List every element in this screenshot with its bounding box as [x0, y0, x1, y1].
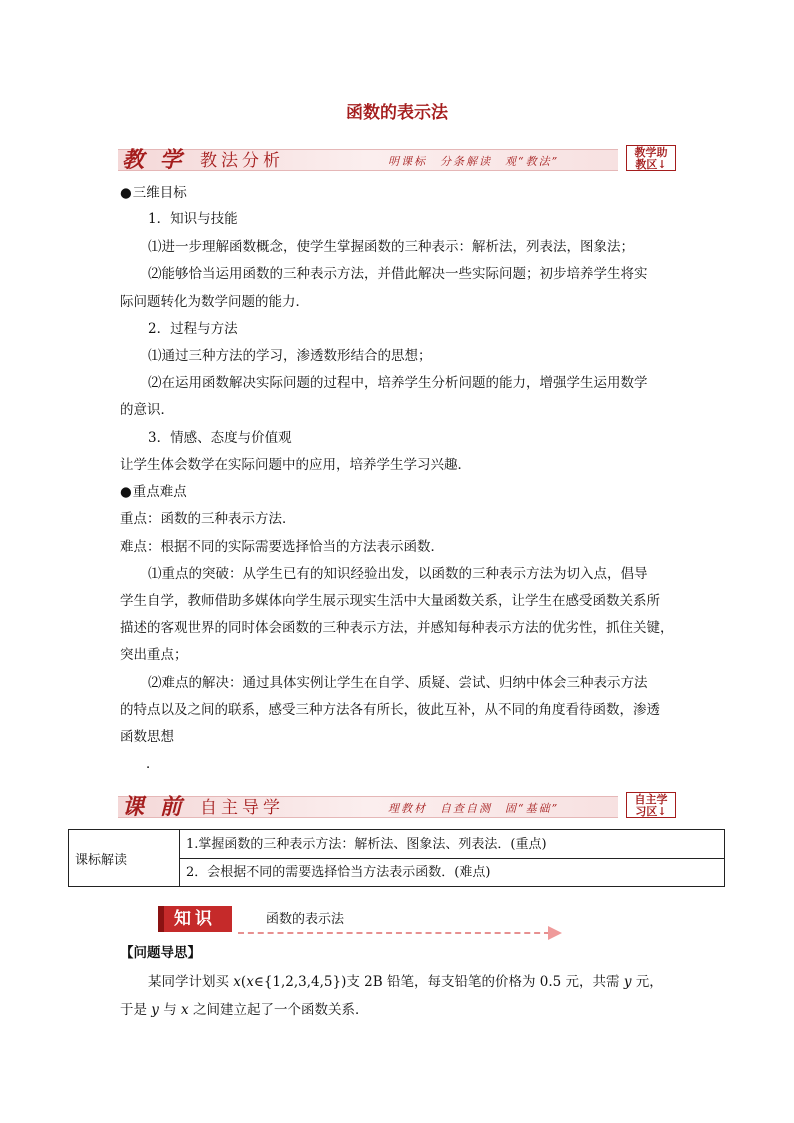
banner-big-text: 课 前 [122, 794, 186, 820]
text-span: ∈{1,2,3,4,5})支 2B 铅笔，每支铅笔的价格为 0.5 元，共需 [253, 974, 624, 990]
difficult-point: 难点：根据不同的实际需要选择恰当的方法表示函数． [120, 539, 444, 555]
math-var: y [151, 1002, 159, 1018]
banner-tag-line1: 自主学 [634, 793, 668, 806]
knowledge-title: 函数的表示法 [266, 912, 345, 927]
banner-main-text: 自主导学 [200, 798, 284, 818]
breakthrough-a: ⑴重点的突破：从学生已有的知识经验出发，以函数的三种表示方法为切入点，倡导 [148, 566, 648, 582]
math-var: x [233, 974, 241, 990]
math-var: y [623, 974, 632, 990]
goal-2-item-1: ⑴通过三种方法的学习，渗透数形结合的思想； [148, 348, 432, 364]
goal-2-item-2a: ⑵在运用函数解决实际问题的过程中，培养学生分析问题的能力，增强学生运用数学 [148, 375, 648, 391]
banner-big-text: 教 学 [122, 147, 186, 173]
section-banner-teaching [118, 145, 680, 173]
goal-1-title: 1．知识与技能 [148, 211, 238, 227]
goal-2-title: 2．过程与方法 [148, 321, 238, 337]
goal-3-title: 3．情感、态度与价值观 [148, 430, 292, 446]
goal-1-item-2b: 际问题转化为数学问题的能力． [120, 294, 309, 310]
solution-c: 函数思想 [120, 729, 174, 745]
math-var: x [246, 974, 254, 990]
goals-header: ● 三维目标 [120, 183, 187, 203]
banner-tag [626, 145, 676, 171]
breakthrough-d: 突出重点； [120, 647, 188, 663]
goal-1-item-1: ⑴进一步理解函数概念，使学生掌握函数的三种表示：解析法，列表法，图象法； [148, 239, 634, 255]
text-span: 某同学计划买 [148, 974, 234, 990]
question-line-1 [148, 970, 663, 990]
breakthrough-c: 描述的客观世界的同时体会函数的三种表示方法，并感知每种表示方法的优劣性，抓住关键， [120, 620, 674, 636]
dashed-line [238, 932, 550, 934]
banner-tag-line2: 教区↓ [635, 158, 667, 171]
section-banner-preview [118, 792, 680, 820]
table-row-1: 1.掌握函数的三种表示方法：解析法、图象法、列表法．(重点) [186, 836, 547, 852]
solution-a: ⑵难点的解决：通过具体实例让学生在自学、质疑、尝试、归纳中体会三种表示方法 [148, 675, 648, 691]
banner-sub-text: 明课标 分条解读 观“教法” [388, 155, 560, 168]
arrow-right-icon [548, 926, 562, 940]
text-span: ( [240, 974, 247, 990]
banner-main-text: 教法分析 [200, 151, 284, 171]
text-span: 之间建立起了一个函数关系． [188, 1002, 369, 1018]
key-point: 重点：函数的三种表示方法． [120, 511, 296, 527]
knowledge-label: 知识 [158, 906, 232, 932]
banner-tag-line2: 习区↓ [635, 805, 667, 818]
table-content-cell [180, 830, 725, 887]
banner-tag [626, 792, 676, 818]
text-span: 与 [158, 1002, 182, 1018]
goal-2-item-2b: 的意识． [120, 402, 174, 418]
goal-1-item-2a: ⑵能够恰当运用函数的三种表示方法，并借此解决一些实际问题；初步培养学生将实 [148, 266, 648, 282]
page-title: 函数的表示法 [346, 103, 448, 123]
banner-sub-text: 理教材 自查自测 固“基础” [388, 802, 560, 815]
table-head-cell: 课标解读 [69, 830, 180, 887]
text-span: 于是 [120, 1002, 152, 1018]
question-line-2 [120, 998, 368, 1018]
question-header: 【问题导思】 [120, 945, 201, 961]
math-var: x [181, 1002, 189, 1018]
goal-3-item-1: 让学生体会数学在实际问题中的应用，培养学生学习兴趣． [120, 457, 471, 473]
banner-tag-line1: 教学助 [634, 146, 668, 159]
solution-b: 的特点以及之间的联系，感受三种方法各有所长，彼此互补，从不同的角度看待函数，渗透 [120, 702, 660, 718]
table-row-2: 2．会根据不同的需要选择恰当方法表示函数．(难点) [180, 858, 724, 886]
trailing-dot: ． [146, 756, 160, 772]
breakthrough-b: 学生自学，教师借助多媒体向学生展示现实生活中大量函数关系，让学生在感受函数关系所 [120, 593, 660, 609]
text-span: 元， [631, 974, 663, 990]
key-header: ● 重点难点 [120, 482, 187, 502]
curriculum-table [68, 829, 725, 887]
